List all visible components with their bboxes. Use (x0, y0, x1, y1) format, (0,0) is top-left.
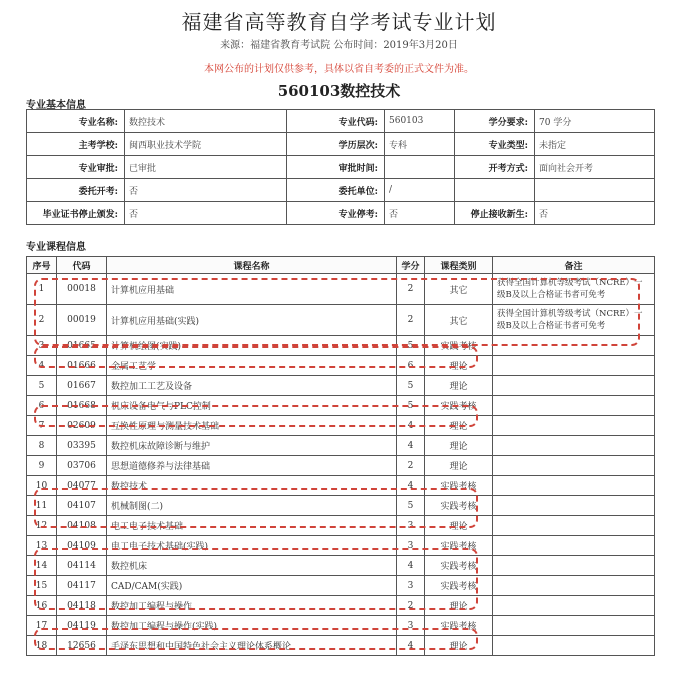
table-row (27, 576, 655, 596)
course-note: 获得全国计算机等级考试（NCRE）一级B及以上合格证书者可免考 (493, 305, 655, 336)
course-code: 04108 (57, 516, 107, 536)
table-row (27, 456, 655, 476)
course-name: 电工电子技术基础(实践) (107, 536, 397, 556)
info-value: 未指定 (535, 133, 655, 156)
info-value: 面向社会开考 (535, 156, 655, 179)
course-note (493, 576, 655, 596)
info-row (27, 156, 655, 179)
course-index: 6 (27, 396, 57, 416)
page-title: 福建省高等教育自学考试专业计划 (181, 10, 497, 34)
source-line: 来源：福建省教育考试院 公布时间：2019年3月20日 (220, 40, 458, 51)
course-index: 12 (27, 516, 57, 536)
course-note (493, 616, 655, 636)
info-row (27, 202, 655, 225)
course-note (493, 556, 655, 576)
course-category: 理论 (425, 416, 493, 436)
table-row (27, 596, 655, 616)
course-index: 17 (27, 616, 57, 636)
course-name: 数控加工工艺及设备 (107, 376, 397, 396)
course-category: 实践考核 (425, 576, 493, 596)
course-index: 4 (27, 356, 57, 376)
info-row (27, 133, 655, 156)
course-credits: 5 (397, 336, 425, 356)
course-name: 计算机应用基础(实践) (107, 305, 397, 336)
course-category: 实践考核 (425, 476, 493, 496)
course-code: 04107 (57, 496, 107, 516)
course-note (493, 376, 655, 396)
course-category: 理论 (425, 456, 493, 476)
info-label: 开考方式: (455, 156, 535, 179)
course-name: 毛泽东思想和中国特色社会主义理论体系概论 (107, 636, 397, 656)
table-row (27, 636, 655, 656)
course-credits: 2 (397, 456, 425, 476)
basic-info-table (26, 109, 655, 225)
course-credits: 5 (397, 396, 425, 416)
info-label: 委托单位: (287, 179, 385, 202)
course-category: 实践考核 (425, 616, 493, 636)
table-row (27, 416, 655, 436)
course-code: 04117 (57, 576, 107, 596)
course-name: 计算机绘图(实践) (107, 336, 397, 356)
course-category: 理论 (425, 636, 493, 656)
course-index: 2 (27, 305, 57, 336)
course-index: 14 (27, 556, 57, 576)
column-header: 备注 (493, 257, 655, 274)
info-value: 否 (125, 202, 287, 225)
course-name: 思想道德修养与法律基础 (107, 456, 397, 476)
course-index: 13 (27, 536, 57, 556)
info-value: 否 (535, 202, 655, 225)
course-category: 其它 (425, 305, 493, 336)
column-header: 学分 (397, 257, 425, 274)
course-note (493, 456, 655, 476)
course-code: 01666 (57, 356, 107, 376)
course-name: 机械制图(二) (107, 496, 397, 516)
course-name: 数控机床故障诊断与维护 (107, 436, 397, 456)
course-note (493, 516, 655, 536)
table-row (27, 336, 655, 356)
table-row (27, 376, 655, 396)
course-credits: 3 (397, 576, 425, 596)
info-value: 560103 (385, 110, 455, 133)
info-label: 主考学校: (27, 133, 125, 156)
course-credits: 4 (397, 556, 425, 576)
info-label: 审批时间: (287, 156, 385, 179)
course-code: 12656 (57, 636, 107, 656)
info-label (455, 179, 535, 202)
course-category: 理论 (425, 376, 493, 396)
column-header: 序号 (27, 257, 57, 274)
course-note (493, 356, 655, 376)
course-code: 01665 (57, 336, 107, 356)
course-credits: 3 (397, 516, 425, 536)
course-name: 互换性原理与测量技术基础 (107, 416, 397, 436)
course-credits: 4 (397, 436, 425, 456)
info-value (385, 156, 455, 179)
info-value: 数控技术 (125, 110, 287, 133)
basic-info-label: 专业基本信息 (26, 100, 86, 111)
course-category: 理论 (425, 356, 493, 376)
table-row (27, 616, 655, 636)
course-credits: 2 (397, 305, 425, 336)
course-code: 04077 (57, 476, 107, 496)
course-note (493, 536, 655, 556)
course-category: 实践考核 (425, 556, 493, 576)
course-index: 3 (27, 336, 57, 356)
course-note (493, 436, 655, 456)
course-name: 计算机应用基础 (107, 274, 397, 305)
course-index: 5 (27, 376, 57, 396)
course-category: 理论 (425, 436, 493, 456)
course-credits: 2 (397, 596, 425, 616)
course-name: 数控机床 (107, 556, 397, 576)
course-code: 00019 (57, 305, 107, 336)
course-index: 16 (27, 596, 57, 616)
info-label: 学分要求: (455, 110, 535, 133)
table-row (27, 274, 655, 305)
course-name: 数控加工编程与操作(实践) (107, 616, 397, 636)
course-index: 7 (27, 416, 57, 436)
course-header-row (27, 257, 655, 274)
course-note: 获得全国计算机等级考试（NCRE）一级B及以上合格证书者可免考 (493, 274, 655, 305)
info-value: 闽西职业技术学院 (125, 133, 287, 156)
course-category: 实践考核 (425, 336, 493, 356)
course-note (493, 396, 655, 416)
course-code: 03395 (57, 436, 107, 456)
course-index: 8 (27, 436, 57, 456)
info-label: 停止接收新生: (455, 202, 535, 225)
course-credits: 3 (397, 616, 425, 636)
course-credits: 5 (397, 496, 425, 516)
course-code: 04119 (57, 616, 107, 636)
course-category: 实践考核 (425, 396, 493, 416)
course-index: 9 (27, 456, 57, 476)
course-credits: 5 (397, 376, 425, 396)
table-row (27, 496, 655, 516)
course-note (493, 476, 655, 496)
notice-text: 本网公布的计划仅供参考，具体以省自考委的正式文件为准。 (204, 64, 474, 75)
course-index: 10 (27, 476, 57, 496)
course-index: 18 (27, 636, 57, 656)
info-value: 专科 (385, 133, 455, 156)
course-name: 数控技术 (107, 476, 397, 496)
course-table (26, 256, 655, 656)
course-name: 数控加工编程与操作 (107, 596, 397, 616)
info-value: / (385, 179, 455, 202)
course-note (493, 336, 655, 356)
table-row (27, 536, 655, 556)
info-value: 已审批 (125, 156, 287, 179)
course-code: 04114 (57, 556, 107, 576)
info-row (27, 110, 655, 133)
info-label: 专业停考: (287, 202, 385, 225)
course-info-label: 专业课程信息 (26, 242, 86, 253)
course-credits: 4 (397, 476, 425, 496)
column-header: 课程类别 (425, 257, 493, 274)
table-row (27, 396, 655, 416)
course-category: 理论 (425, 516, 493, 536)
course-category: 理论 (425, 596, 493, 616)
course-index: 15 (27, 576, 57, 596)
course-code: 02609 (57, 416, 107, 436)
info-label: 毕业证书停止颁发: (27, 202, 125, 225)
course-category: 其它 (425, 274, 493, 305)
table-row (27, 356, 655, 376)
course-credits: 6 (397, 356, 425, 376)
table-row (27, 305, 655, 336)
table-row (27, 556, 655, 576)
course-note (493, 636, 655, 656)
course-name: 机床设备电气与PLC控制 (107, 396, 397, 416)
course-credits: 4 (397, 416, 425, 436)
course-code: 03706 (57, 456, 107, 476)
info-value: 70 学分 (535, 110, 655, 133)
course-category: 实践考核 (425, 536, 493, 556)
info-value: 否 (125, 179, 287, 202)
course-credits: 3 (397, 536, 425, 556)
info-value: 否 (385, 202, 455, 225)
info-label: 学历层次: (287, 133, 385, 156)
course-note (493, 416, 655, 436)
course-code: 01668 (57, 396, 107, 416)
column-header: 课程名称 (107, 257, 397, 274)
course-note (493, 496, 655, 516)
course-code: 04118 (57, 596, 107, 616)
info-row (27, 179, 655, 202)
course-credits: 4 (397, 636, 425, 656)
info-label: 专业审批: (27, 156, 125, 179)
info-label: 专业代码: (287, 110, 385, 133)
major-title: 560103数控技术 (277, 82, 401, 100)
course-code: 04109 (57, 536, 107, 556)
info-label: 专业名称: (27, 110, 125, 133)
course-code: 01667 (57, 376, 107, 396)
table-row (27, 516, 655, 536)
course-name: 金属工艺学 (107, 356, 397, 376)
course-code: 00018 (57, 274, 107, 305)
course-index: 11 (27, 496, 57, 516)
info-value (535, 179, 655, 202)
course-credits: 2 (397, 274, 425, 305)
table-row (27, 476, 655, 496)
course-name: 电工电子技术基础 (107, 516, 397, 536)
course-name: CAD/CAM(实践) (107, 576, 397, 596)
course-note (493, 596, 655, 616)
course-category: 实践考核 (425, 496, 493, 516)
column-header: 代码 (57, 257, 107, 274)
info-label: 专业类型: (455, 133, 535, 156)
info-label: 委托开考: (27, 179, 125, 202)
table-row (27, 436, 655, 456)
course-index: 1 (27, 274, 57, 305)
